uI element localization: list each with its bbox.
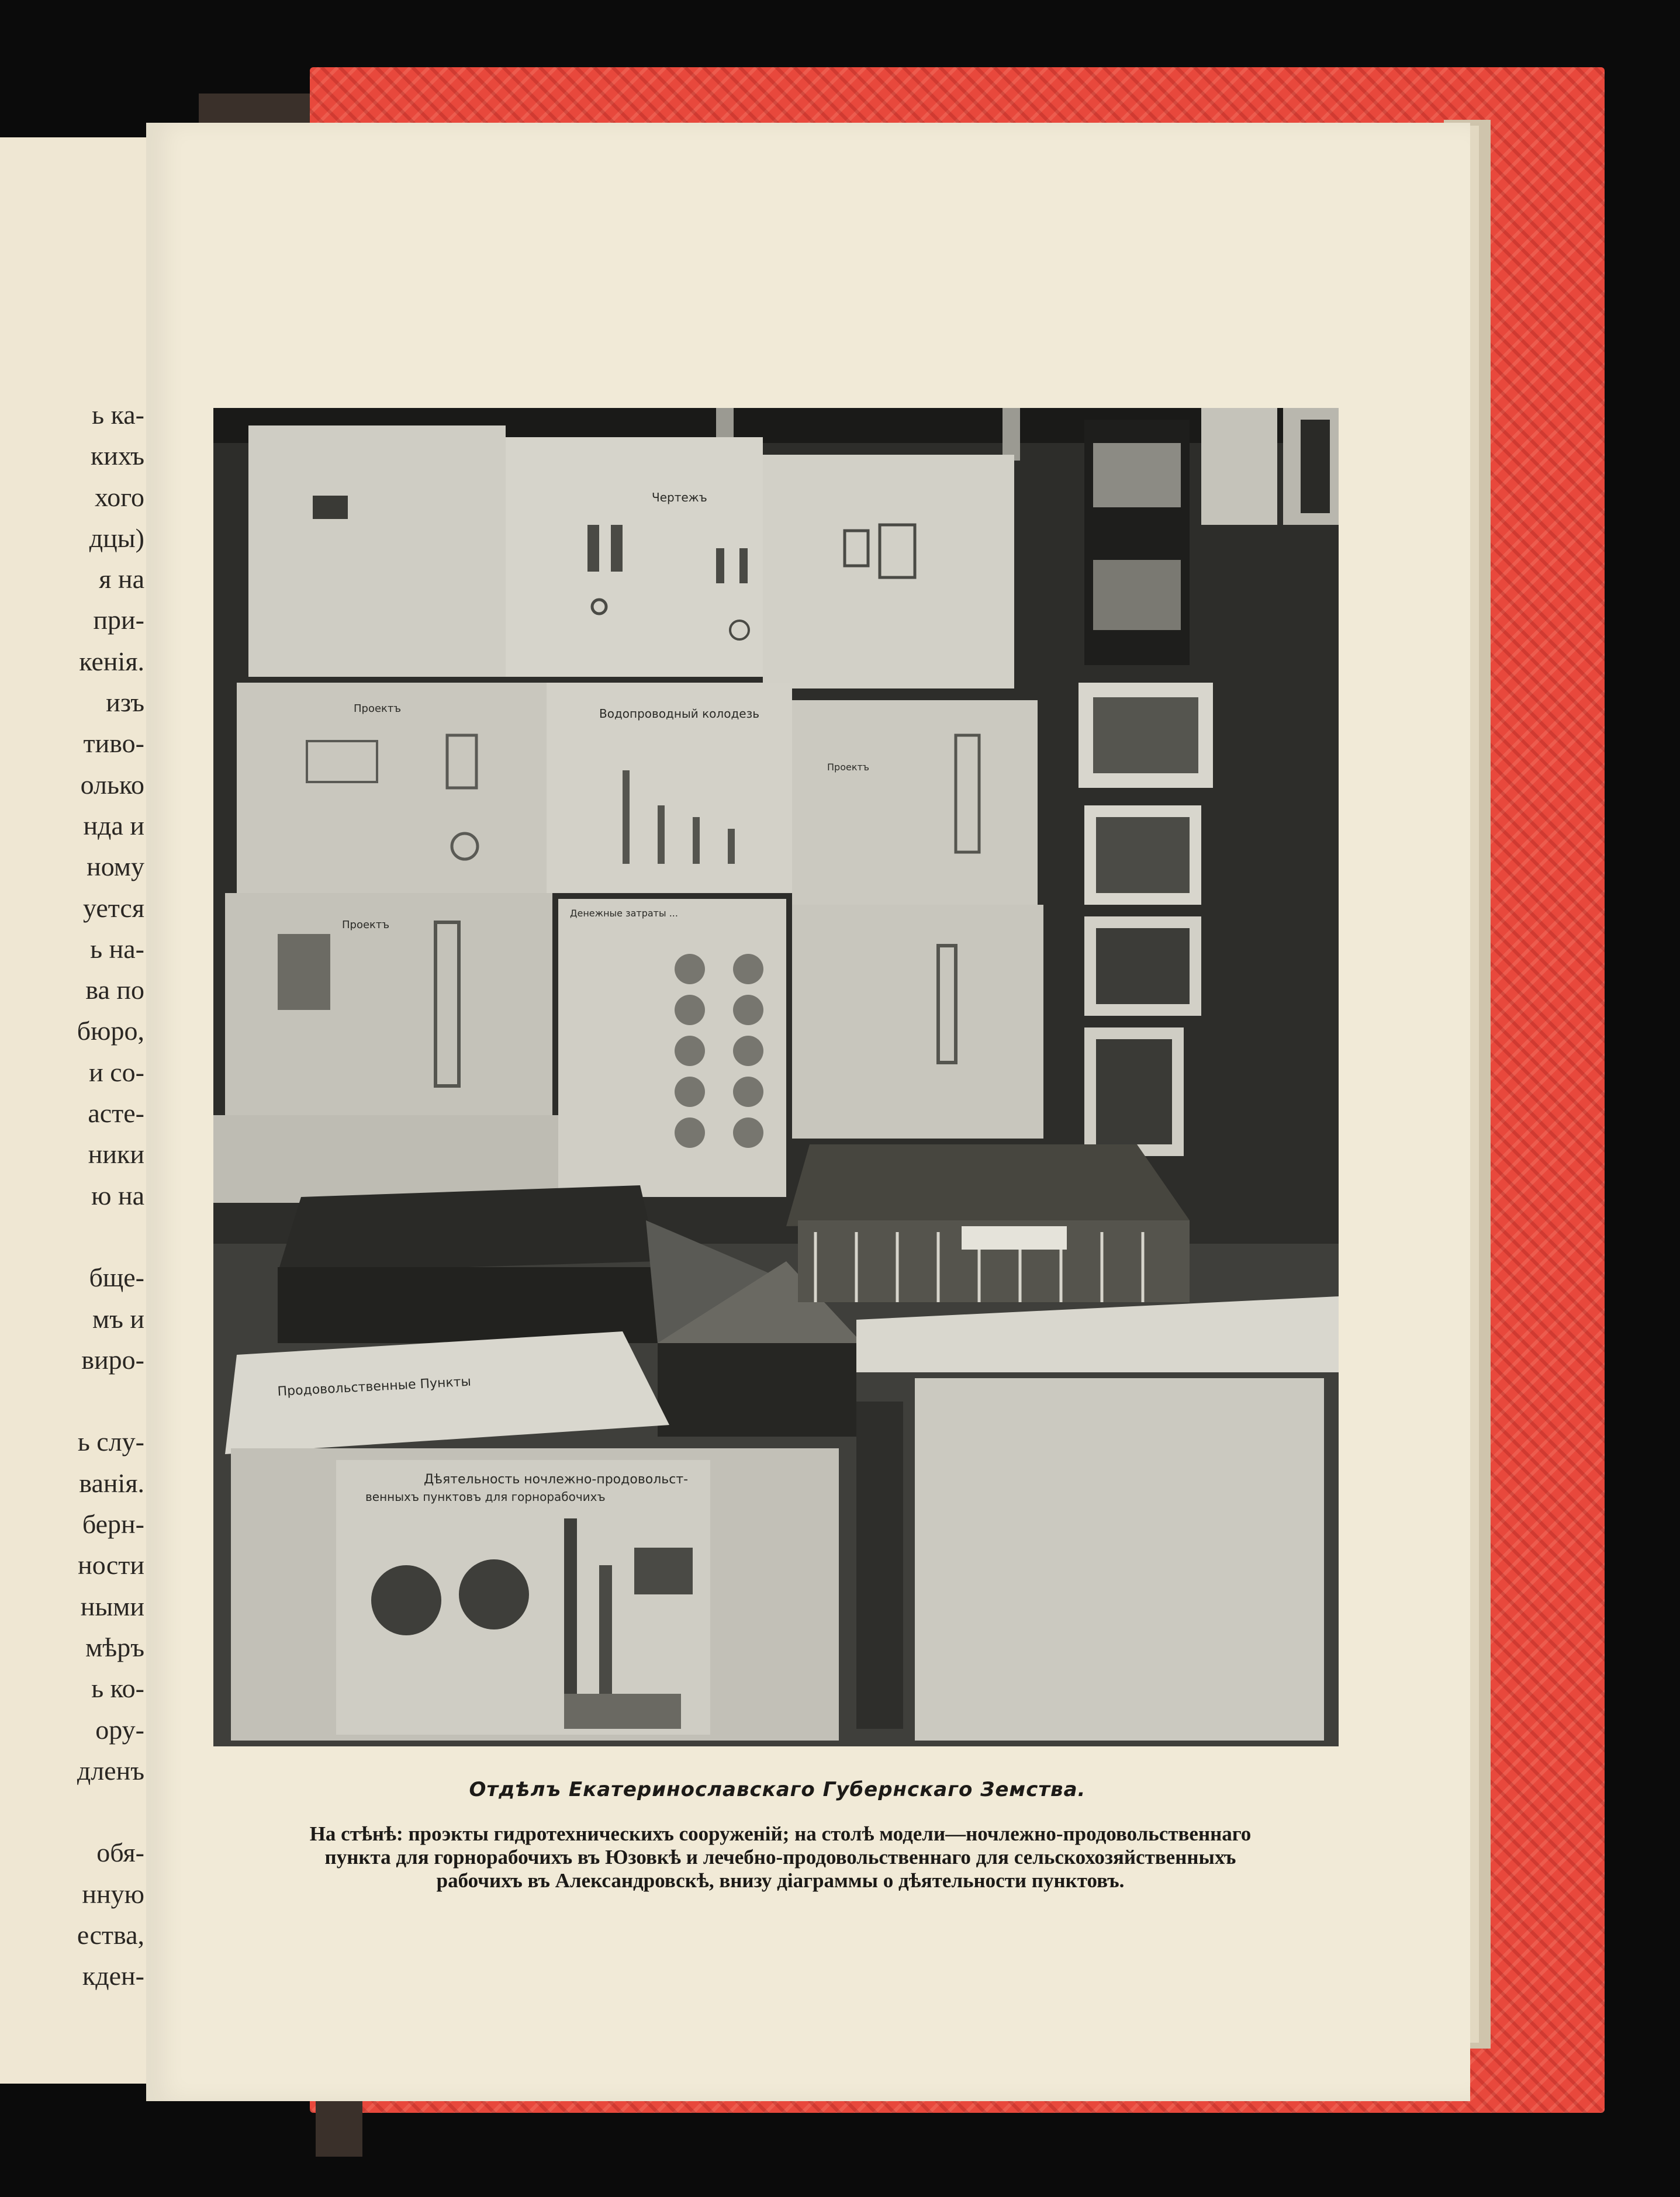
left-page-line: хого <box>95 482 144 512</box>
left-page-line: ники <box>88 1139 144 1170</box>
panel-label: венныхъ пунктовъ для горнорабочихъ <box>365 1490 606 1504</box>
left-page-line: олько <box>80 769 144 800</box>
left-page <box>0 137 151 2084</box>
photo-caption-title: Отдѣлъ Екатеринославскаго Губернскаго Земства. <box>469 1778 1086 1801</box>
left-page-line: ными <box>80 1591 144 1621</box>
left-page-line: ности <box>78 1550 144 1580</box>
left-page-line: при- <box>93 605 144 635</box>
left-page-line: ю на <box>91 1180 144 1210</box>
panel-label: Чертежъ <box>652 490 707 504</box>
left-page-line: ь ка- <box>92 400 144 430</box>
photo-illustration <box>213 408 1339 1746</box>
left-page-line <box>4 1216 144 1257</box>
left-page-line: тиво- <box>83 728 144 759</box>
left-page-line: ванія. <box>79 1468 144 1498</box>
left-page-line: изъ <box>106 687 144 718</box>
left-page-line: ь ко- <box>91 1673 144 1704</box>
left-page-line: кихъ <box>91 441 144 471</box>
left-page-line: мъ и <box>92 1303 144 1334</box>
panel-label: Проектъ <box>342 919 390 931</box>
left-page-line: ва по <box>85 975 144 1005</box>
left-page-line: асте- <box>88 1098 144 1129</box>
wall-drawings <box>213 425 1043 1203</box>
panel-label: Водопроводный колодезь <box>599 707 759 721</box>
left-page-line: виро- <box>81 1344 144 1375</box>
exhibition-photo <box>213 408 1339 1746</box>
left-page-line: дцы) <box>89 523 144 553</box>
left-page-line: ному <box>87 852 144 882</box>
left-page-line: нную <box>82 1878 144 1909</box>
left-page-line: бюро, <box>77 1016 144 1046</box>
left-page-line: я на <box>99 564 144 594</box>
left-page-line: обя- <box>96 1838 144 1868</box>
left-page-line: дленъ <box>77 1755 144 1786</box>
left-page-line: берн- <box>82 1509 144 1539</box>
left-page-line: нда и <box>83 810 144 840</box>
panel-label: Проектъ <box>354 703 402 715</box>
left-page-line: ь слу- <box>77 1427 144 1457</box>
left-page-line: мѣръ <box>85 1632 144 1662</box>
left-page-line: ества, <box>77 1919 144 1950</box>
photo-caption-body <box>199 1822 1362 1892</box>
left-page-line <box>4 1381 144 1421</box>
left-page-text <box>4 395 144 1997</box>
left-page-line: уется <box>82 892 144 923</box>
panel-label: Денежные затраты ... <box>570 908 678 919</box>
panel-label: Дѣятельность ночлежно-продовольст- <box>424 1472 689 1487</box>
left-page-line: кенія. <box>79 646 144 676</box>
caption-line: рабочихъ въ Александровскѣ, внизу діаграммы о дѣятельности пунктовъ. <box>436 1869 1125 1892</box>
left-page-line: кден- <box>82 1961 144 1991</box>
caption-line: На стѣнѣ: проэкты гидротехническихъ сооруженій; на столѣ модели—ночлежно-продовольственнаго <box>309 1822 1252 1845</box>
panel-label: Проектъ <box>827 762 870 773</box>
panel-label: Продовольственные Пункты <box>277 1374 472 1399</box>
left-page-line: ору- <box>95 1714 144 1745</box>
left-page-line <box>4 1791 144 1832</box>
left-page-line: ь на- <box>90 933 144 964</box>
caption-line: пункта для горнорабочихъ въ Юзовкѣ и лечебно-продовольственнаго для сельскохозяйственныхъ <box>324 1846 1236 1869</box>
left-page-line: бще- <box>89 1262 144 1293</box>
left-page-line: и со- <box>89 1057 144 1087</box>
